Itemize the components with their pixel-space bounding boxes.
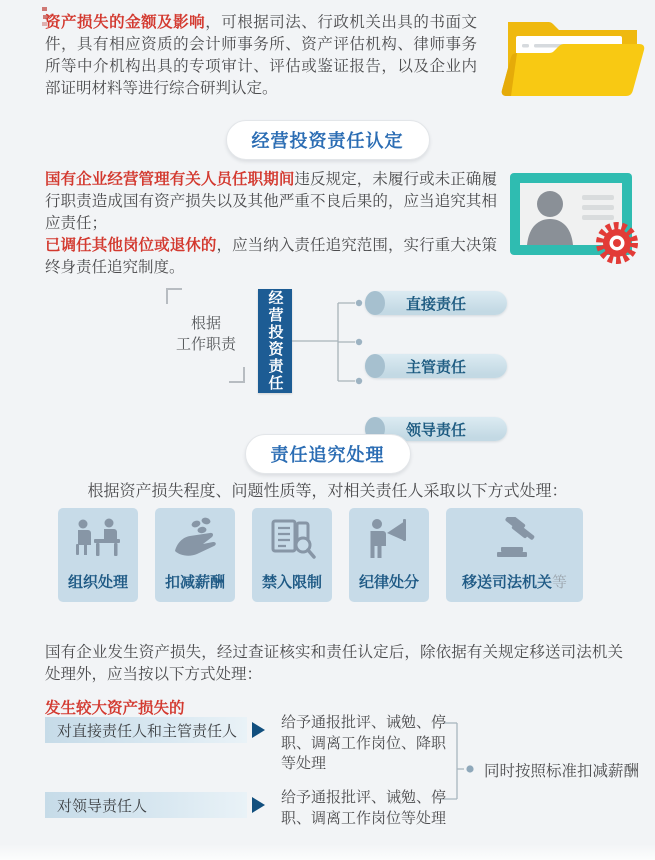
register-magnifier-icon (268, 517, 316, 559)
measure-box-ban (252, 508, 332, 602)
arrow-right-icon (252, 722, 265, 738)
bracket-top-left (166, 288, 182, 304)
liability-body-2: ，应当纳入责任追究范围，实行重大决策终身责任追究制度。 (45, 237, 497, 276)
measure-label: 纪律处分 (358, 574, 419, 591)
meeting-icon (74, 517, 122, 559)
liability-body-1: 违反规定，未履行或未正确履行职责造成国有资产损失以及其他严重不良后果的，应当追究其相应责任； (45, 171, 497, 232)
branch-pill-direct (365, 291, 507, 315)
loss-subheading: 发生较大资产损失的 (45, 700, 185, 717)
branch-label: 直接责任 (405, 295, 466, 313)
liability-lead-2: 已调任其他岗位或退休的 (45, 237, 217, 254)
gavel-icon (491, 517, 539, 559)
measure-box-discipline (349, 508, 429, 602)
folder-icon (498, 12, 648, 98)
measure-boxes (58, 508, 583, 602)
measure-label: 扣减薪酬 (164, 574, 225, 591)
branch-label: 领导责任 (405, 421, 466, 439)
bracket-bottom-right (229, 367, 245, 383)
intro-paragraph (45, 12, 477, 100)
liability-paragraphs (45, 169, 497, 279)
side-note: 同时按照标准扣减薪酬 (484, 763, 640, 780)
section-badge-liability: 经营投资责任认定 (226, 120, 430, 160)
measure-box-organization (58, 508, 138, 602)
handling-paragraph: 国有企业发生资产损失，经过查证核实和责任认定后，除依据有关规定移送司法机关处理外，应当按以下方式处理： (45, 644, 623, 683)
measure-label: 组织处理 (67, 574, 128, 591)
target-bar-direct-supervisor: 对直接责任人和主管责任人 (45, 717, 247, 743)
measure-label-main: 移送司法机关 (461, 574, 552, 591)
arrow-right-icon (252, 797, 265, 813)
badge-row (0, 120, 655, 160)
measure-label: 禁入限制 (261, 574, 322, 591)
bottom-fade (0, 844, 655, 860)
intro-lead: 资产损失的金额及影响 (45, 14, 206, 31)
basis-line-1: 根据 (190, 315, 221, 332)
branch-label: 主管责任 (405, 358, 466, 376)
liability-lead-1: 国有企业经营管理有关人员任职期间 (45, 171, 295, 188)
intro-body: ，可根据司法、行政机关出具的书面文件，具有相应资质的会计师事务所、资产评估机构、律师事务所等中介机构出具的专项审计、评估或鉴证报告，以及企业内部证明材料等进行综合研判认定。 (45, 14, 477, 97)
branch-pill-supervisor (365, 354, 507, 378)
target-bar-leadership: 对领导责任人 (45, 792, 247, 818)
pill-cap (365, 354, 385, 378)
basis-line-2: 工作职责 (175, 336, 236, 353)
measure-box-judicial (446, 508, 583, 602)
pill-cap (365, 291, 385, 315)
diagram-center-box: 经营投资责任 (258, 289, 292, 393)
measure-box-salary (155, 508, 235, 602)
section-badge-handling: 责任追究处理 (245, 434, 411, 474)
diagram-basis-label (156, 313, 256, 355)
measure-label (462, 571, 567, 592)
action-text-2: 给予通报批评、诫勉、停职、调离工作岗位等处理 (281, 789, 447, 827)
megaphone-person-icon (365, 517, 413, 559)
handling-intro: 根据资产损失程度、问题性质等，对相关责任人采取以下方式处理： (87, 483, 568, 500)
edge-artifact (42, 7, 47, 11)
badge-row (0, 434, 655, 474)
liability-paragraph-2 (45, 235, 497, 279)
liability-paragraph-1 (45, 169, 497, 235)
action-text-1: 给予通报批评、诫勉、停职、调离工作岗位、降职等处理 (281, 714, 447, 772)
coins-hand-icon (171, 517, 219, 559)
id-card-gear-icon (510, 173, 648, 268)
measure-label-suffix: 等 (552, 574, 568, 591)
